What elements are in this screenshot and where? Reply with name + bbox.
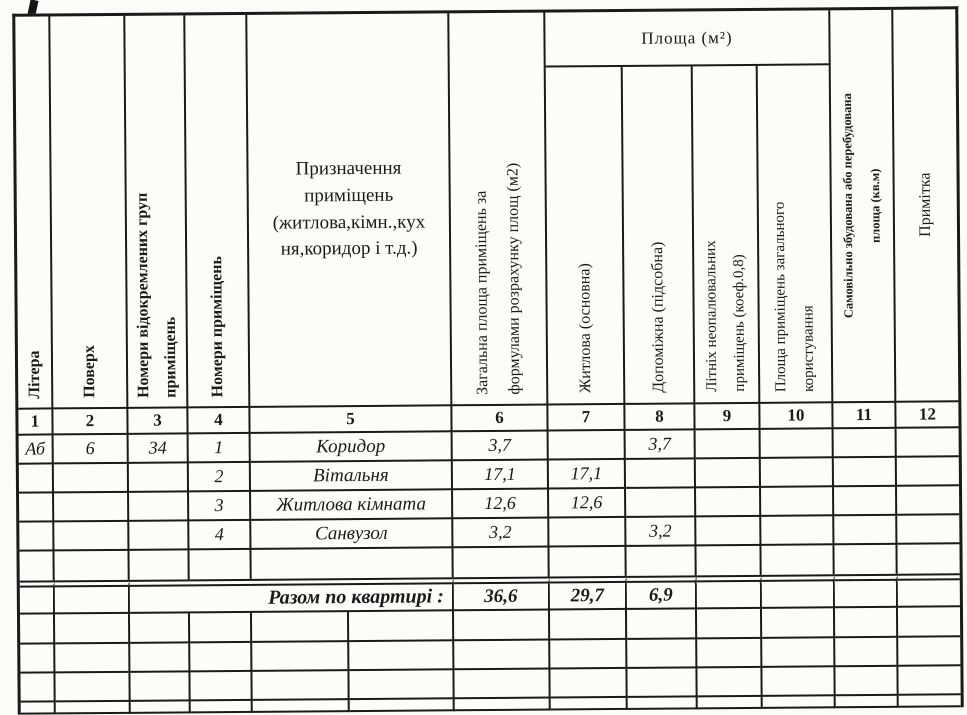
cell-r4-c4 <box>189 521 251 550</box>
cell-r2-c5 <box>251 461 453 492</box>
colnum-1 <box>18 409 53 435</box>
cell-r4-c5-text: Санвузол <box>314 522 388 544</box>
cell-r1-c8 <box>626 430 696 460</box>
cell-r2-c6-text: 17,1 <box>484 463 516 485</box>
header-col-litera-label: Літера <box>25 350 43 399</box>
bottom-r4-c5 <box>253 700 350 713</box>
totals-c2 <box>55 580 130 615</box>
cell-r4-c8-text: 3,2 <box>649 520 672 541</box>
bottom-r1-c13 <box>898 607 960 637</box>
cell-r2-c1 <box>19 464 54 493</box>
bottom-r1-c9 <box>627 609 697 640</box>
cell-r4-c4-text: 4 <box>214 524 224 545</box>
bottom-r2-c8 <box>550 640 627 670</box>
bottom-r2-c13 <box>898 637 960 666</box>
header-col-total-area <box>449 13 548 407</box>
cell-r2-c2 <box>54 464 129 494</box>
cell-r4-c6 <box>453 519 549 549</box>
bottom-r4-c11 <box>763 696 836 709</box>
totals-total-area <box>454 577 550 612</box>
header-col-zagalnogo <box>758 65 834 404</box>
header-col-room-numbers <box>185 15 250 408</box>
cell-r3-c6 <box>453 490 549 520</box>
totals-c9 <box>697 575 762 610</box>
colnum-10-text: 10 <box>787 405 805 425</box>
colnum-12 <box>896 402 958 428</box>
cell-r4-c6-text: 3,2 <box>489 521 512 542</box>
cell-r3-c12 <box>897 486 959 515</box>
header-col-room-numbers-label: Номери приміщень <box>208 255 227 398</box>
cell-r5-c9 <box>696 546 761 576</box>
totals-label-text: Разом по квартирі : <box>268 585 444 609</box>
bottom-r2-c6 <box>349 641 454 671</box>
colnum-8-text: 8 <box>655 406 664 426</box>
cell-r4-c11 <box>834 516 897 545</box>
totals-c12 <box>898 573 960 607</box>
cell-r1-c11 <box>834 429 897 458</box>
bottom-r1-c8 <box>550 610 627 641</box>
header-col-dopomizhna <box>623 66 696 405</box>
cell-r3-c4-text: 3 <box>214 495 224 516</box>
cell-r1-c5 <box>251 432 453 463</box>
colnum-5 <box>250 406 452 434</box>
cell-r4-c5 <box>251 519 453 550</box>
bottom-r4-c6 <box>350 699 455 712</box>
header-col-litera <box>15 16 53 409</box>
colnum-6 <box>452 406 548 433</box>
cell-r2-c7-text: 17,1 <box>570 463 603 484</box>
colnum-1-text: 1 <box>30 411 40 431</box>
header-col-total-area-label: Загальна площа приміщень за формулами розрахунку площ (м2) <box>472 162 524 396</box>
bottom-r1-c4 <box>190 613 252 643</box>
cell-r2-c9 <box>696 459 761 489</box>
bottom-r1-c7 <box>454 611 550 642</box>
colnum-4-text: 4 <box>214 410 223 430</box>
cell-r2-c8 <box>626 459 696 489</box>
bottom-r4-c4 <box>191 701 253 713</box>
bottom-r2-c5 <box>252 642 349 672</box>
cell-r3-c2 <box>54 493 129 523</box>
totals-c10 <box>762 574 835 609</box>
cell-r4-c3 <box>129 521 189 550</box>
cell-r3-c10 <box>761 487 834 517</box>
colnum-7 <box>548 405 625 432</box>
colnum-3-text: 3 <box>153 410 162 430</box>
cell-r5-c5 <box>251 548 453 579</box>
cell-r5-c11 <box>834 545 897 574</box>
cell-r2-c11 <box>834 458 897 487</box>
bottom-r4-c13 <box>899 695 961 707</box>
cell-r1-c8-text: 3,7 <box>648 433 671 454</box>
cell-r3-c7 <box>549 489 626 519</box>
bottom-r4-c3 <box>131 701 191 713</box>
bottom-r1-c11 <box>762 608 835 639</box>
header-col-group-numbers <box>125 15 188 408</box>
colnum-11 <box>833 403 896 429</box>
cell-r1-c4-text: 1 <box>214 437 224 458</box>
bottom-r3-c2 <box>55 673 130 703</box>
colnum-2 <box>53 409 128 436</box>
bottom-r1-c3 <box>130 613 190 643</box>
totals-zhytlova-text: 29,7 <box>570 584 605 606</box>
cell-r1-c2 <box>54 435 129 465</box>
bottom-r3-c9 <box>627 668 697 698</box>
header-col-zhytlova <box>546 67 626 406</box>
colnum-9 <box>695 404 760 431</box>
cell-r1-c4 <box>189 434 251 463</box>
cell-r2-c3 <box>129 463 189 492</box>
colnum-4 <box>188 408 250 434</box>
cell-r1-c1-text: Аб <box>25 438 46 459</box>
bottom-r2-c12 <box>835 638 898 667</box>
bottom-r3-c12 <box>835 667 898 696</box>
bottom-r1-c12 <box>835 608 898 638</box>
area-band-header <box>545 10 830 67</box>
header-col-litnih-label: Літніх неопалювальних приміщень (коеф.0,8) <box>702 240 748 393</box>
bottom-r2-c2 <box>55 644 130 674</box>
totals-label <box>130 577 454 614</box>
bottom-r4-c8 <box>551 698 628 711</box>
colnum-10 <box>760 403 833 430</box>
cell-r2-c4 <box>189 463 251 492</box>
header-col-poverh-label: Поверх <box>80 345 98 399</box>
bottom-r2-c11 <box>762 638 835 668</box>
bottom-r1-c10 <box>697 609 762 640</box>
header-col-purpose <box>247 13 452 408</box>
cell-r1-c10 <box>761 429 834 459</box>
colnum-8 <box>625 404 695 431</box>
bottom-r1-c1 <box>20 614 55 644</box>
cell-r4-c10 <box>761 516 834 546</box>
bottom-r3-c3 <box>130 672 190 701</box>
colnum-5-text: 5 <box>346 409 355 429</box>
totals-dopomizhna-text: 6,9 <box>648 584 673 606</box>
cell-r3-c5 <box>251 490 453 521</box>
cell-r2-c7 <box>549 460 626 490</box>
bottom-r1-c6 <box>349 611 454 642</box>
cell-r1-c9 <box>696 430 761 460</box>
cell-r3-c4 <box>189 492 251 521</box>
bottom-r4-c1 <box>21 702 56 714</box>
cell-r3-c7-text: 12,6 <box>570 492 603 513</box>
bottom-r4-c9 <box>628 697 698 710</box>
colnum-9-text: 9 <box>722 406 732 426</box>
cell-r2-c4-text: 2 <box>214 466 224 487</box>
bottom-r3-c6 <box>349 670 454 700</box>
cell-r5-c4 <box>189 550 251 579</box>
totals-total-area-text: 36,6 <box>484 585 518 607</box>
cell-r2-c5-text: Вітальня <box>313 464 389 486</box>
cell-r1-c6 <box>453 432 549 462</box>
colnum-3 <box>128 408 188 434</box>
cell-r4-c1 <box>19 522 54 551</box>
totals-c11 <box>835 574 898 608</box>
cell-r2-c6 <box>453 461 549 491</box>
bottom-r1-c5 <box>252 612 349 643</box>
cell-r2-c10 <box>761 458 834 488</box>
header-col-prymitka <box>893 9 958 402</box>
colnum-12-text: 12 <box>918 404 937 424</box>
cell-r3-c9 <box>696 488 761 518</box>
cell-r4-c12 <box>897 515 959 544</box>
cell-r5-c12 <box>897 544 959 573</box>
bottom-r4-c2 <box>56 702 131 715</box>
totals-c1 <box>20 580 55 614</box>
area-band-label: Площа (м²) <box>641 27 733 48</box>
cell-r1-c5-text: Коридор <box>316 435 386 457</box>
cell-r5-c3 <box>129 550 189 579</box>
cell-r4-c2 <box>54 522 129 552</box>
colnum-7-text: 7 <box>581 407 591 427</box>
cell-r5-c2 <box>54 551 129 581</box>
header-col-purpose-label: Призначення приміщень (житлова,кімн.,кух ня,коридор і т.д.) <box>272 157 426 261</box>
header-col-prymitka-label: Примітка <box>916 172 935 238</box>
cell-r3-c1 <box>19 493 54 522</box>
cell-r5-c7 <box>549 547 626 577</box>
bottom-r3-c13 <box>898 666 960 695</box>
header-col-litnih <box>693 66 761 405</box>
cell-r5-c6 <box>453 548 549 578</box>
cell-r3-c11 <box>834 487 897 516</box>
header-col-dopomizhna-label: Допоміжна (підсобна) <box>649 241 668 393</box>
totals-dopomizhna <box>627 575 697 610</box>
header-col-poverh <box>50 16 128 410</box>
cell-r1-c3-text: 34 <box>148 437 167 458</box>
bottom-r2-c7 <box>454 641 550 671</box>
cell-r4-c9 <box>696 517 761 547</box>
cell-r4-c8 <box>626 517 696 547</box>
bottom-r3-c1 <box>20 673 55 702</box>
colnum-2-text: 2 <box>85 411 95 431</box>
bottom-r3-c5 <box>252 671 349 701</box>
bottom-r2-c9 <box>627 639 697 669</box>
bottom-r4-c12 <box>836 696 899 708</box>
cell-r1-c1 <box>19 435 54 464</box>
document-table <box>12 6 963 714</box>
cell-r5-c10 <box>761 545 834 575</box>
cell-r1-c12 <box>897 428 959 457</box>
cell-r1-c7 <box>549 431 626 461</box>
bottom-r3-c10 <box>697 668 762 698</box>
header-col-zagalnogo-label: Площа приміщень загального користування <box>771 201 817 392</box>
cell-r4-c7 <box>549 518 626 548</box>
bottom-r3-c8 <box>550 669 627 699</box>
cell-r1-c6-text: 3,7 <box>488 434 511 455</box>
bottom-r3-c4 <box>190 672 252 701</box>
bottom-r3-c11 <box>762 667 835 697</box>
header-col-samovilno <box>830 10 896 403</box>
totals-zhytlova <box>550 576 627 611</box>
colnum-11-text: 11 <box>855 404 873 425</box>
bottom-r1-c2 <box>55 614 130 645</box>
cell-r1-c2-text: 6 <box>85 438 95 459</box>
header-col-zhytlova-label: Житлова (основна) <box>575 263 594 394</box>
cell-r3-c8 <box>626 488 696 518</box>
cell-r1-c3 <box>129 434 189 463</box>
header-col-group-numbers-label: Номери відокремлених груп приміщень <box>133 192 180 398</box>
bottom-r2-c3 <box>130 643 190 672</box>
header-col-samovilno-label: Самовільно збудована або перебудована площа (кв.м) <box>839 93 883 319</box>
bottom-r3-c7 <box>454 670 550 700</box>
colnum-6-text: 6 <box>495 407 504 427</box>
bottom-r2-c4 <box>190 643 252 672</box>
cell-r3-c3 <box>129 492 189 521</box>
bottom-r2-c1 <box>20 644 55 673</box>
cell-r5-c8 <box>626 546 696 576</box>
bottom-r2-c10 <box>697 639 762 669</box>
bottom-r4-c7 <box>455 699 551 712</box>
cell-r2-c12 <box>897 457 959 486</box>
cell-r3-c5-text: Житлова кімната <box>276 492 427 516</box>
cell-r5-c1 <box>19 551 54 580</box>
cell-r3-c6-text: 12,6 <box>484 492 516 514</box>
